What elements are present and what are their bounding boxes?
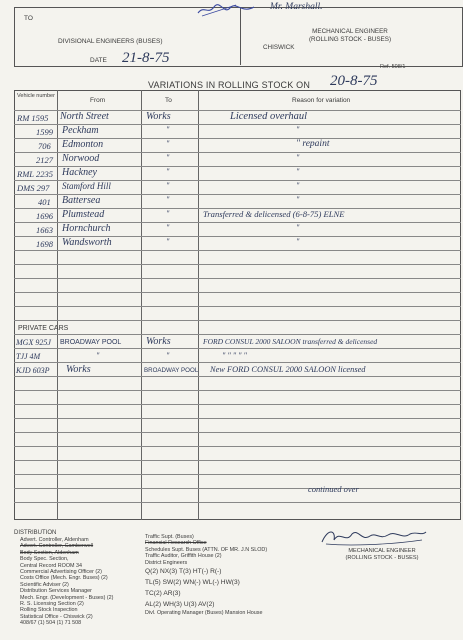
distribution-entry: Costs Office (Mech. Engr. Buses) (2) — [20, 575, 108, 582]
row-from: Wandsworth — [62, 237, 112, 248]
row-reason: " — [296, 153, 300, 162]
distribution-entry: Traffic Auditor, Griffith House (2) — [145, 553, 222, 560]
distribution-right — [145, 534, 267, 616]
header-reason: Reason for variation — [292, 97, 351, 104]
row-from: Norwood — [62, 153, 100, 164]
distribution-entry: Body Spec. Section, — [20, 556, 69, 563]
to-value: DIVISIONAL ENGINEERS (BUSES) — [58, 38, 163, 45]
row-vehicle: 1599 — [36, 127, 53, 137]
distribution-entry: Statistical Office - Chiswick (2) — [20, 613, 93, 620]
signature-scribble — [318, 526, 428, 548]
row-to: " — [166, 181, 170, 190]
distribution-entry: Body Section, Aldenham — [20, 549, 79, 556]
distribution-entry: Schedules Supt. Buses (ATTN. OF MR. J.N SLOD) — [145, 546, 268, 553]
private-row-reason: " " " " " — [222, 351, 247, 360]
distribution-entry: Central Record ROOM 34 — [20, 562, 83, 569]
distribution-entry: Financial Research Office — [145, 540, 207, 547]
signature-role-line: MECHANICAL ENGINEER — [348, 548, 416, 554]
row-vehicle: RML 2235 — [17, 169, 53, 179]
row-from: Edmonton — [62, 139, 104, 150]
row-to: " — [166, 139, 170, 148]
row-from: Hackney — [62, 167, 97, 178]
row-reason: Transferred & delicensed (6-8-75) ELNE — [203, 209, 345, 219]
row-reason: " repaint — [296, 139, 330, 149]
title-date: 20-8-75 — [330, 73, 378, 89]
row-vehicle: 1663 — [36, 225, 53, 235]
date-value: 21-8-75 — [122, 50, 170, 66]
date-label: DATE — [90, 57, 107, 64]
distribution-entry: Commercial Advertising Officer (2) — [20, 569, 102, 576]
private-row-from: " — [96, 351, 100, 360]
from-line-2: (ROLLING STOCK - BUSES) — [308, 36, 392, 43]
distribution-entry: Traffic Supt. (Buses) — [145, 534, 194, 540]
row-from: Hornchurch — [62, 223, 111, 234]
initials-scribble — [196, 3, 256, 17]
private-row-vehicle: TJJ 4M — [16, 352, 41, 361]
header-to: To — [165, 97, 172, 104]
private-row-to: Works — [146, 336, 171, 347]
row-vehicle: 2127 — [36, 155, 53, 165]
distribution-label: DISTRIBUTION — [14, 530, 57, 536]
row-vehicle: RM 1595 — [17, 113, 49, 123]
distribution-entry: Advert. Controller, Aldenham — [20, 537, 89, 543]
row-to: " — [166, 209, 170, 218]
row-from: Peckham — [62, 125, 99, 136]
row-to: " — [166, 125, 170, 134]
private-row-reason: New FORD CONSUL 2000 SALOON licensed — [210, 365, 366, 374]
row-to: " — [166, 237, 170, 246]
row-reason: " — [296, 237, 300, 246]
row-from: Plumstead — [62, 209, 105, 220]
district-codes: Q(2) NX(3) T(3) HT(-) R(-) — [145, 568, 222, 576]
private-row-to: BROADWAY POOL — [144, 367, 199, 374]
header-vehicle: Vehicle number — [17, 93, 55, 99]
header-from: From — [90, 97, 106, 104]
private-row-vehicle: KJD 603P — [16, 366, 50, 375]
row-reason: " — [296, 181, 300, 190]
private-row-to: " — [166, 351, 170, 360]
reference: Ref. 508/1 — [380, 64, 406, 70]
row-vehicle: 401 — [38, 197, 51, 207]
row-reason: Licensed overhaul — [230, 111, 308, 122]
row-from: Battersea — [62, 195, 101, 206]
initials-stamp — [196, 3, 256, 17]
row-to: " — [166, 195, 170, 204]
row-vehicle: DMS 297 — [17, 183, 50, 193]
private-row-from: Works — [66, 364, 91, 375]
distribution-entry: Distribution Services Manager — [20, 588, 92, 595]
distribution-entry: District Engineers — [145, 559, 188, 566]
district-codes: TC(2) AR(3) — [145, 590, 181, 598]
private-row-reason: FORD CONSUL 2000 SALOON transferred & delicensed — [203, 337, 378, 346]
row-to: " — [166, 223, 170, 232]
from-line-1: MECHANICAL ENGINEER — [312, 28, 388, 35]
signature-role — [322, 548, 442, 562]
distribution-entry: R. S. Licensing Section (2) — [20, 601, 84, 608]
row-from: Stamford Hill — [62, 181, 111, 191]
distribution-entry: Mech. Engr. (Development - Buses) (2) — [20, 594, 114, 601]
row-vehicle: 1698 — [36, 239, 53, 249]
distribution-entry: Advert. Controller, Camberwell — [20, 543, 94, 550]
row-from: North Street — [60, 111, 109, 122]
distribution-entry: Rolling Stock Inspection — [20, 607, 78, 614]
distribution-entry: 408/67 (1) 504 (1) 71 508 — [20, 620, 82, 627]
row-vehicle: 706 — [38, 141, 51, 151]
row-to: " — [166, 153, 170, 162]
top-annotation: Mr. Marshall. — [270, 2, 323, 12]
continued-note: continued over — [308, 484, 359, 494]
signature — [318, 526, 428, 548]
row-to: " — [166, 167, 170, 176]
row-reason: " — [296, 223, 300, 232]
row-to: Works — [146, 111, 171, 122]
private-row-vehicle: MGX 925J — [16, 338, 51, 347]
row-reason: " — [296, 167, 300, 176]
distribution-entry: Scientific Adviser (2) — [20, 581, 69, 588]
from-block — [255, 28, 445, 52]
private-row-from: BROADWAY POOL — [60, 339, 122, 346]
distribution-entry: Divl. Operating Manager (Buses) Mansion House — [145, 610, 263, 617]
signature-role-line: (ROLLING STOCK - BUSES) — [345, 555, 419, 561]
district-codes: AL(2) WH(3) U(3) AV(2) — [145, 601, 215, 609]
from-line-3: CHISWICK — [263, 44, 295, 51]
private-cars-heading: PRIVATE CARS — [18, 325, 69, 332]
distribution-left — [20, 537, 113, 627]
row-vehicle: 1696 — [36, 211, 53, 221]
district-codes: TL(5) SW(2) WN(-) WL(-) HW(3) — [145, 579, 240, 587]
to-label: TO — [24, 15, 33, 22]
row-reason: " — [296, 195, 300, 204]
sheet-title: VARIATIONS IN ROLLING STOCK ON — [148, 80, 311, 90]
row-reason: " — [296, 125, 300, 134]
